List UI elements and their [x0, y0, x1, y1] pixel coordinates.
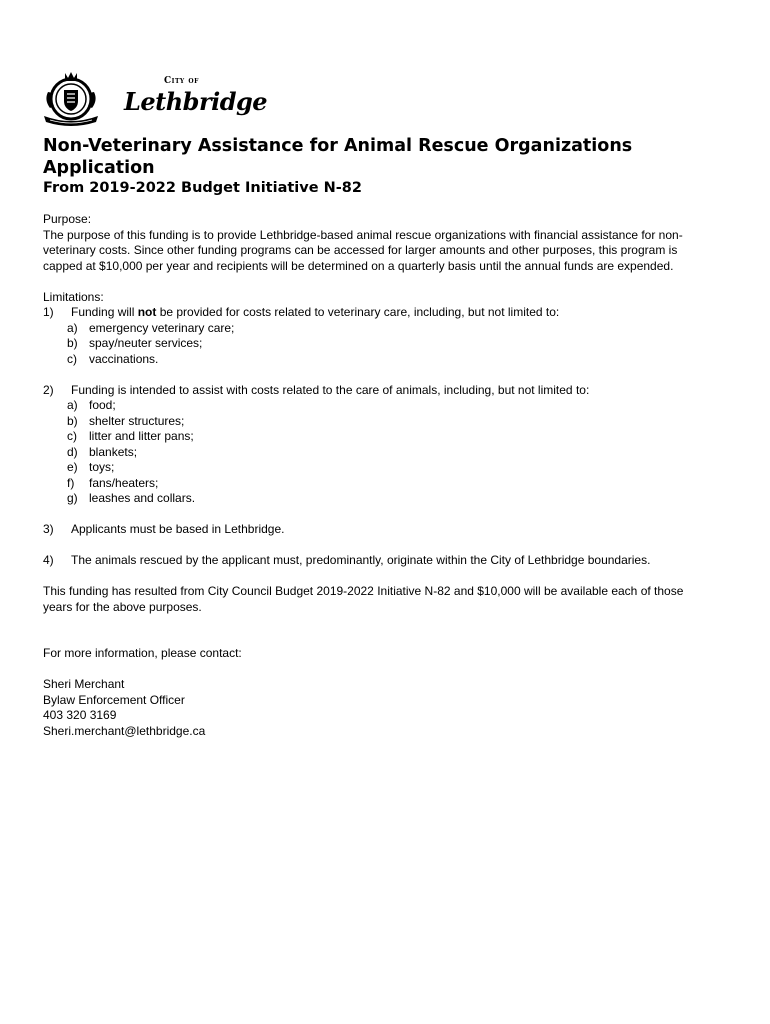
emphasis-not: not	[137, 305, 157, 319]
page-title: Non-Veterinary Assistance for Animal Rescue Organizations Application	[43, 136, 633, 178]
limitation-item-3	[43, 522, 693, 538]
sub-item: b) shelter structures;	[67, 413, 185, 428]
item-number: 1)	[43, 305, 54, 319]
limitation-item-1	[43, 305, 693, 321]
document-body	[43, 212, 693, 739]
item-text: Applicants must be based in Lethbridge.	[71, 522, 285, 536]
contact-intro: For more information, please contact:	[43, 646, 242, 660]
limitation-item-4	[43, 553, 693, 569]
logo-city-of: City of	[164, 76, 199, 86]
item-number: 4)	[43, 553, 54, 567]
sub-item: c) vaccinations.	[67, 351, 159, 366]
contact-role: Bylaw Enforcement Officer	[43, 692, 185, 707]
item-text: Funding will not be provided for costs related to veterinary care, including, but not limited to:	[71, 305, 560, 319]
sub-item: d) blankets;	[67, 444, 138, 459]
item-number: 3)	[43, 522, 54, 536]
city-seal-icon	[40, 70, 102, 128]
logo-lethbridge: Lethbridge	[124, 87, 268, 116]
item-number: 2)	[43, 382, 54, 397]
purpose-text: The purpose of this funding is to provide Lethbridge-based animal rescue organizations with financial assistance for non-veterinary costs. Since other funding programs can be accessed for larger amounts and other purposes, this program is capped at $10,000 per year and recipients will be determined on a quarterly basis until the annual funds are expended.	[43, 227, 683, 273]
sub-item: f) fans/heaters;	[67, 475, 159, 490]
purpose-heading: Purpose:	[43, 212, 92, 226]
contact-email: Sheri.merchant@lethbridge.ca	[43, 723, 206, 738]
sub-item: a) emergency veterinary care;	[67, 320, 235, 335]
page-subtitle: From 2019-2022 Budget Initiative N-82	[43, 180, 362, 196]
contact-name: Sheri Merchant	[43, 677, 125, 691]
city-logo	[40, 70, 268, 128]
limitation-item-2	[43, 383, 693, 399]
funding-note: This funding has resulted from City Council Budget 2019-2022 Initiative N-82 and $10,000 will be available each of those years for the above purposes.	[43, 584, 684, 614]
sub-item: e) toys;	[67, 460, 115, 474]
contact-phone: 403 320 3169	[43, 708, 117, 722]
limitations-heading: Limitations:	[43, 289, 104, 304]
item-text: The animals rescued by the applicant must, predominantly, originate within the City of Lethbridge boundaries.	[71, 553, 651, 567]
city-wordmark	[124, 76, 268, 122]
sub-item: g) leashes and collars.	[67, 491, 196, 505]
item-text: Funding is intended to assist with costs related to the care of animals, including, but not limited to:	[71, 382, 590, 397]
sub-item: a) food;	[67, 398, 116, 412]
sub-item: b) spay/neuter services;	[67, 336, 203, 350]
sub-item: c) litter and litter pans;	[67, 429, 194, 443]
